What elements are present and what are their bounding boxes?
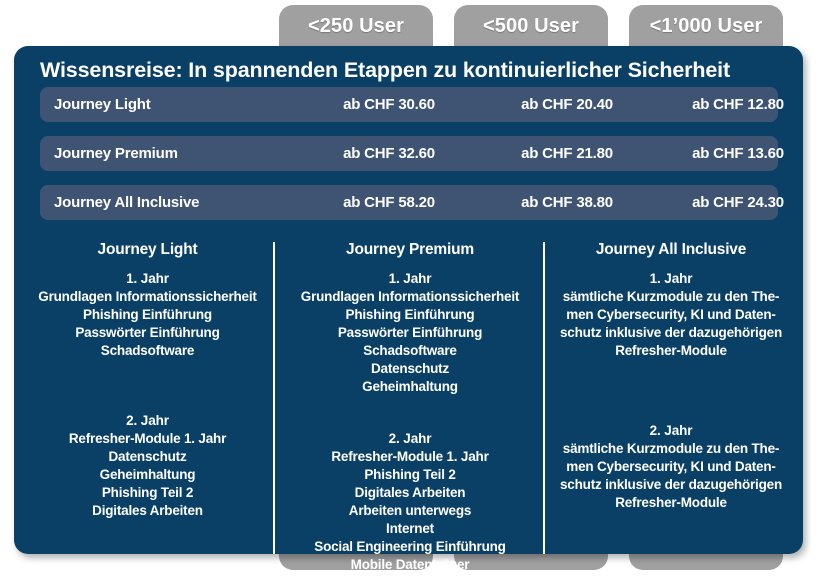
module-item: Refresher-Module 1. Jahr bbox=[331, 449, 489, 464]
module-item: Digitales Arbeiten bbox=[354, 485, 466, 500]
module-item: Geheimhaltung bbox=[362, 379, 458, 394]
tab-label: <1’000 User bbox=[649, 15, 763, 37]
module-item: Refresher-Module bbox=[615, 343, 727, 358]
module-item: Social Engineering Einführung bbox=[314, 539, 506, 554]
tab-label: <250 User bbox=[308, 15, 404, 37]
module-item: Digitales Arbeiten bbox=[92, 503, 203, 518]
price-under-250: ab CHF 32.60 bbox=[343, 145, 435, 162]
year-spacer bbox=[22, 360, 273, 402]
tab-label: <500 User bbox=[483, 15, 579, 37]
module-item: schutz inklusive der dazugehörigen bbox=[560, 477, 782, 492]
price-under-500: ab CHF 20.40 bbox=[521, 96, 613, 113]
module-item: men Cybersecurity, KI und Daten- bbox=[566, 307, 776, 322]
module-item: Passwörter Einführung bbox=[75, 325, 220, 340]
module-item: Geheimhaltung bbox=[99, 467, 196, 482]
year-2-block bbox=[22, 412, 273, 520]
year-label: 1. Jahr bbox=[126, 271, 169, 286]
year-label: 2. Jahr bbox=[388, 431, 432, 446]
plan-detail-columns bbox=[14, 240, 803, 572]
module-item: men Cybersecurity, KI und Daten- bbox=[566, 459, 776, 474]
price-under-500: ab CHF 21.80 bbox=[521, 145, 613, 162]
year-label: 2. Jahr bbox=[126, 413, 169, 428]
module-item: Refresher-Module 1. Jahr bbox=[68, 431, 227, 446]
price-under-1000: ab CHF 12.80 bbox=[692, 96, 784, 113]
module-item: Phishing Teil 2 bbox=[364, 467, 456, 482]
module-item: Passwörter Einführung bbox=[337, 325, 483, 340]
price-under-1000: ab CHF 13.60 bbox=[692, 145, 784, 162]
module-item: sämtliche Kurzmodule zu den The- bbox=[562, 289, 780, 304]
module-item: Grundlagen Informationssicherheit bbox=[38, 289, 257, 304]
year-label: 1. Jahr bbox=[649, 271, 693, 286]
column-title: Journey All Inclusive bbox=[595, 241, 747, 258]
column-title: Journey Premium bbox=[346, 241, 474, 258]
price-row-journey-light[interactable] bbox=[40, 87, 784, 122]
year-2-block bbox=[547, 422, 795, 512]
year-1-block bbox=[547, 270, 795, 360]
year-1-block bbox=[22, 270, 273, 360]
module-item: Schadsoftware bbox=[100, 343, 195, 358]
module-item: Arbeiten unterwegs bbox=[348, 503, 472, 518]
module-item: Grundlagen Informationssicherheit bbox=[300, 289, 520, 304]
year-spacer bbox=[281, 396, 539, 420]
price-row-journey-all-inclusive[interactable] bbox=[40, 185, 784, 220]
module-item: Schadsoftware bbox=[363, 343, 457, 358]
price-under-250: ab CHF 30.60 bbox=[343, 96, 435, 113]
detail-column-journey-light bbox=[22, 240, 273, 554]
module-item: Refresher-Module bbox=[615, 495, 727, 510]
detail-column-journey-premium bbox=[281, 240, 539, 572]
year-2-block bbox=[281, 430, 539, 574]
price-under-250: ab CHF 58.20 bbox=[343, 194, 435, 211]
column-divider bbox=[543, 242, 545, 554]
column-divider bbox=[273, 242, 275, 554]
price-row-journey-premium[interactable] bbox=[40, 136, 784, 171]
year-label: 1. Jahr bbox=[388, 271, 432, 286]
pricing-panel bbox=[14, 46, 803, 572]
plan-name: Journey Light bbox=[54, 96, 151, 113]
detail-column-journey-all-inclusive bbox=[547, 240, 795, 554]
plan-name: Journey All Inclusive bbox=[54, 194, 200, 211]
column-title: Journey Light bbox=[97, 241, 198, 258]
module-item: Phishing Einführung bbox=[83, 307, 212, 322]
price-under-500: ab CHF 38.80 bbox=[521, 194, 613, 211]
plan-name: Journey Premium bbox=[54, 145, 178, 162]
module-item: Internet bbox=[386, 521, 434, 536]
year-label: 2. Jahr bbox=[649, 423, 693, 438]
page-title: Wissensreise: In spannenden Etappen zu kontinuierlicher Sicherheit bbox=[40, 58, 731, 82]
year-1-block bbox=[281, 270, 539, 396]
module-item: Datenschutz bbox=[108, 449, 187, 464]
year-spacer bbox=[547, 360, 795, 412]
module-item: schutz inklusive der dazugehörigen bbox=[560, 325, 782, 340]
module-item: Phishing Teil 2 bbox=[101, 485, 194, 500]
price-under-1000: ab CHF 24.30 bbox=[692, 194, 784, 211]
module-item: sämtliche Kurzmodule zu den The- bbox=[562, 441, 780, 456]
module-item: Mobile Datenträger bbox=[350, 557, 470, 572]
module-item: Phishing Einführung bbox=[345, 307, 475, 322]
module-item: Datenschutz bbox=[370, 361, 450, 376]
